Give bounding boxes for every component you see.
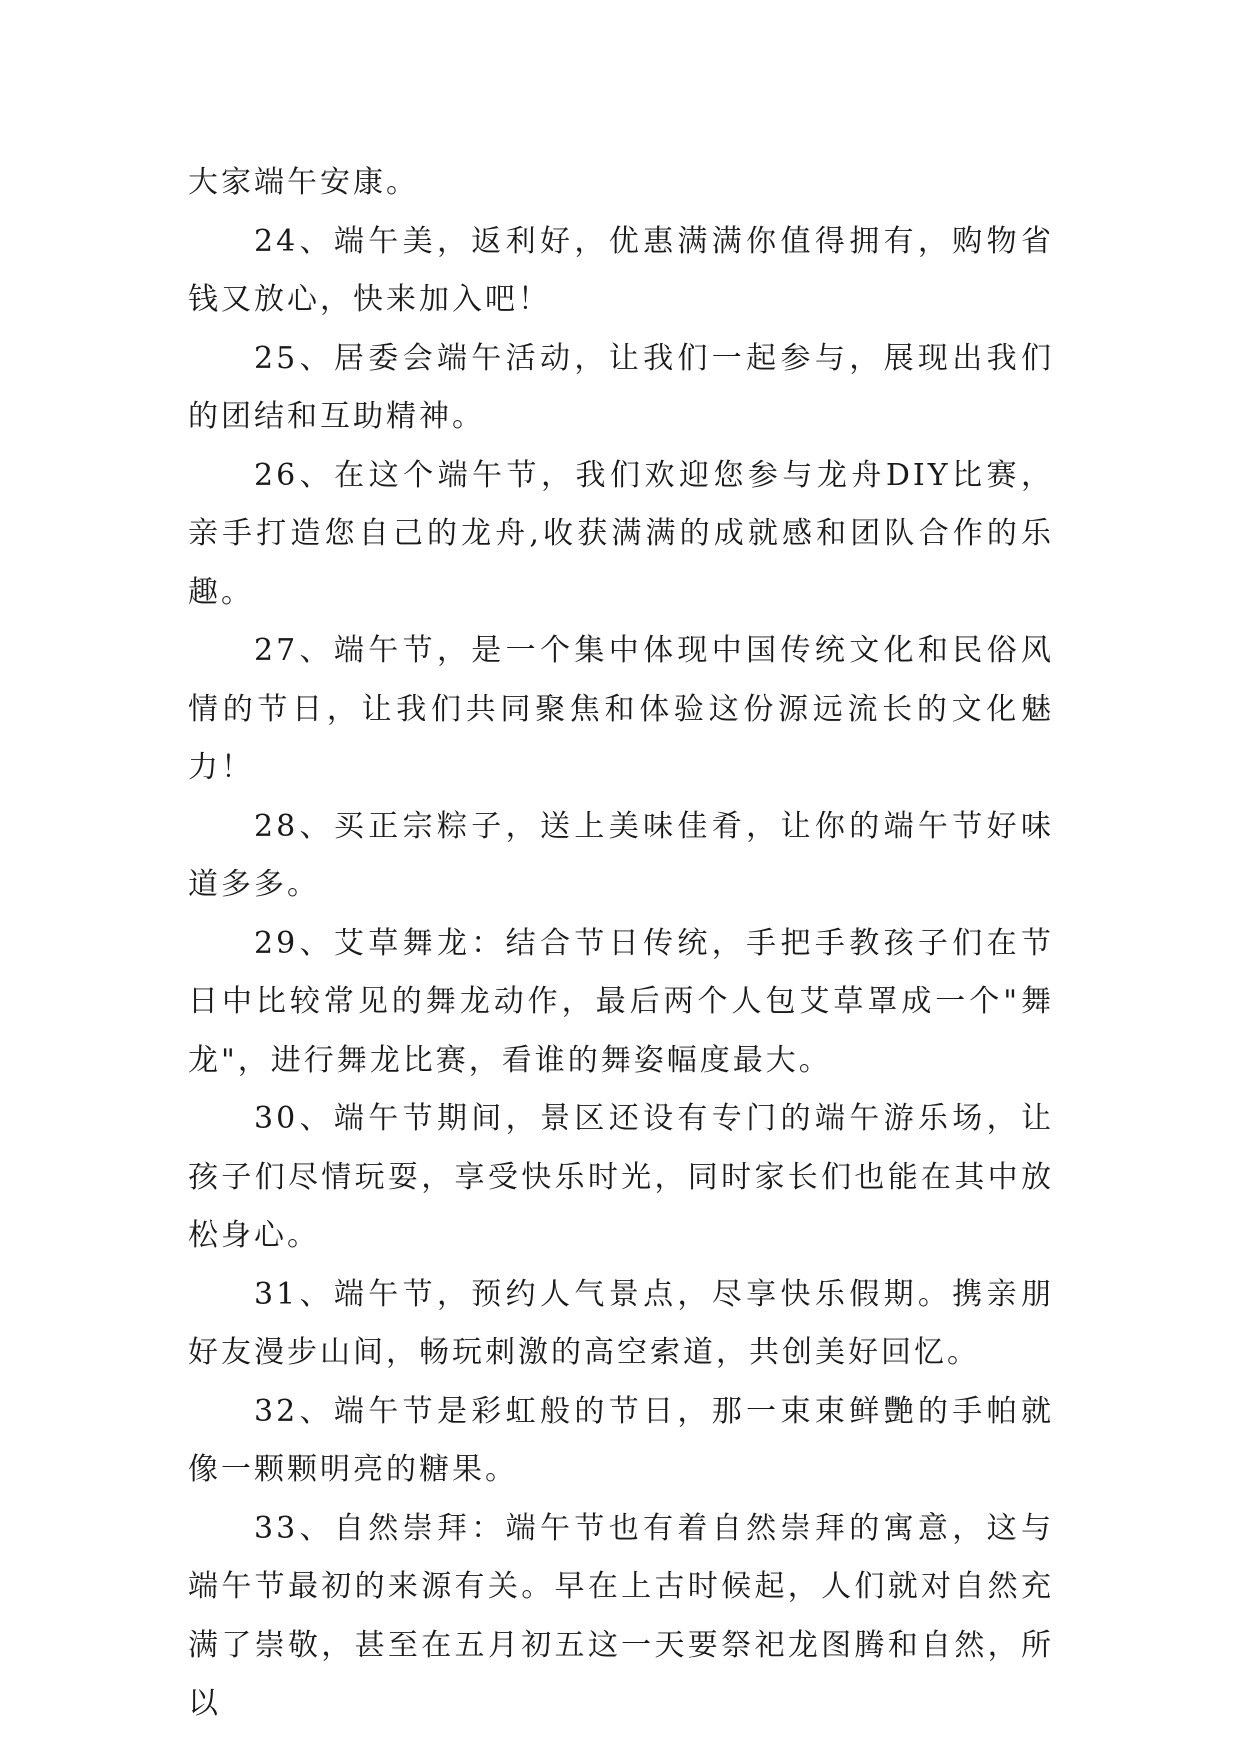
paragraph-32: 32、端午节是彩虹般的节日，那一束束鲜艷的手帕就像一颗颗明亮的糖果。 [188, 1393, 1054, 1487]
paragraph-30: 30、端午节期间，景区还设有专门的端午游乐场，让孩子们尽情玩耍，享受快乐时光，同时家长们也能在其中放松身心。 [188, 1101, 1054, 1253]
paragraph-24: 24、端午美，返利好，优惠满满你值得拥有，购物省钱又放心，快来加入吧！ [188, 223, 1054, 317]
paragraph-27: 27、端午节，是一个集中体现中国传统文化和民俗风情的节日，让我们共同聚焦和体验这份源远流长的文化魅力！ [188, 633, 1054, 785]
paragraph-31: 31、端午节，预约人气景点，尽享快乐假期。携亲朋好友漫步山间，畅玩刺激的高空索道，共创美好回忆。 [188, 1276, 1054, 1370]
paragraph-0: 大家端午安康。 [188, 165, 419, 200]
document-body [188, 154, 1054, 1734]
paragraph-26: 26、在这个端午节，我们欢迎您参与龙舟DIY比赛，亲手打造您自己的龙舟,收获满满的成就感和团队合作的乐趣。 [188, 457, 1054, 610]
paragraph-25: 25、居委会端午活动，让我们一起参与，展现出我们的团结和互助精神。 [188, 340, 1054, 434]
paragraph-29: 29、艾草舞龙：结合节日传统，手把手教孩子们在节日中比较常见的舞龙动作，最后两个人包艾草罩成一个"舞龙"，进行舞龙比赛，看谁的舞姿幅度最大。 [188, 925, 1054, 1078]
paragraph-33: 33、自然崇拜：端午节也有着自然崇拜的寓意，这与端午节最初的来源有关。早在上古时候起，人们就对自然充满了崇敬，甚至在五月初五这一天要祭祀龙图腾和自然，所以 [188, 1510, 1054, 1721]
paragraph-28: 28、买正宗粽子，送上美味佳肴，让你的端午节好味道多多。 [188, 808, 1054, 902]
